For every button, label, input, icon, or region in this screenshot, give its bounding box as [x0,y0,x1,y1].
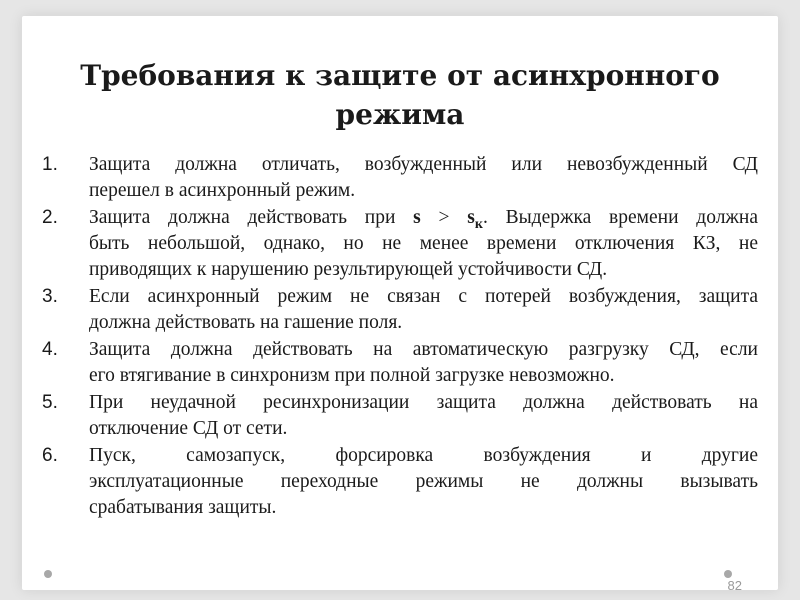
formula-subscript-k: к [474,217,483,231]
list-item-number: 4. [42,339,58,360]
slide [22,16,778,593]
slide-title [22,56,778,134]
formula-s: s [413,207,421,228]
list-item-text: его втягивание в синхронизм при полной загрузке невозможно. [89,365,615,386]
list-item-text: отключение СД от сети. [89,418,288,439]
list-item-text: При неудачной ресинхронизации защита должна действовать на [89,392,758,413]
list-item-number: 1. [42,154,58,175]
list-item-text: срабатывания защиты. [89,497,277,518]
nav-dot-right[interactable] [724,570,732,578]
list-item-text: Защита должна действовать на автоматическую разгрузку СД, если [89,339,758,360]
formula-gt: > [420,207,468,228]
list-item [42,390,758,442]
requirements-list [42,152,758,522]
list-item-text: Если асинхронный режим не связан с потерей возбуждения, защита [89,286,758,307]
slide-title-line-1: Требования к защите от асинхронного [80,59,720,92]
list-item [42,443,758,521]
list-item-text: перешел в асинхронный режим. [89,180,356,201]
list-item-text: Защита должна отличать, возбужденный или невозбужденный СД [89,154,758,175]
list-item-text: приводящих к нарушению результирующей устойчивости СД. [89,259,608,280]
list-item-number: 5. [42,392,58,413]
list-item [42,284,758,336]
formula-sk: s [467,207,475,228]
list-item-text-formula-line [89,205,758,231]
page-number: 82 [727,578,742,593]
nav-dot-left[interactable] [44,570,52,578]
slide-title-line-2: режима [335,98,465,131]
list-item-text: . Выдержка времени должна [482,207,758,228]
list-item-text: Защита должна действовать при [89,207,414,228]
list-item-text: быть небольшой, однако, но не менее времени отключения КЗ, не [89,233,758,254]
list-item-number: 3. [42,286,58,307]
list-item-number: 2. [42,207,58,228]
list-item-number: 6. [42,445,58,466]
list-item-text: должна действовать на гашение поля. [89,312,403,333]
list-item [42,152,758,204]
list-item [42,337,758,389]
list-item-text: Пуск, самозапуск, форсировка возбуждения и другие [89,445,758,466]
list-item [42,205,758,283]
list-item-text: эксплуатационные переходные режимы не должны вызывать [89,471,758,492]
